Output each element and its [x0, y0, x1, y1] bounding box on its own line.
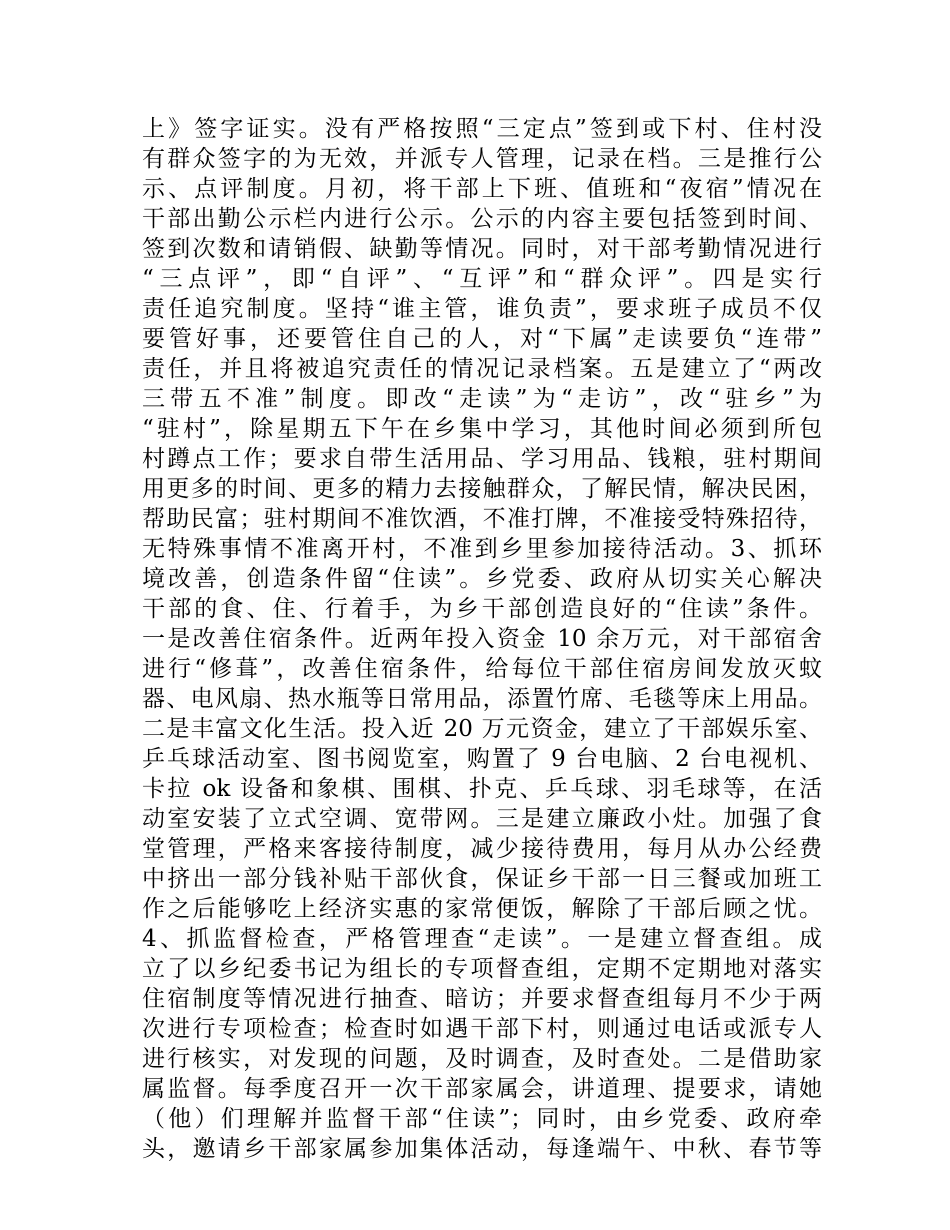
text-line: 有群众签字的为无效，并派专人管理，记录在档。三是推行公: [142, 146, 822, 172]
text-line: 住宿制度等情况进行抽查、暗访；并要求督查组每月不少于两: [142, 986, 822, 1012]
text-line: “三点评”，即“自评”、“互评”和“群众评”。四是实行: [142, 266, 822, 292]
text-line: 卡拉 ok 设备和象棋、围棋、扑克、乒乓球、羽毛球等，在活: [142, 776, 822, 802]
text-line: 次进行专项检查；检查时如遇干部下村，则通过电话或派专人: [142, 1016, 822, 1042]
text-line: 无特殊事情不准离开村，不准到乡里参加接待活动。3、抓环: [142, 536, 822, 562]
body-text: [142, 114, 822, 1164]
text-line: 头，邀请乡干部家属参加集体活动，每逢端午、中秋、春节等: [142, 1136, 822, 1162]
text-line: 示、点评制度。月初，将干部上下班、值班和“夜宿”情况在: [142, 176, 822, 202]
text-line: 责任，并且将被追究责任的情况记录档案。五是建立了“两改: [142, 356, 822, 382]
text-line: 要管好事，还要管住自己的人，对“下属”走读要负“连带”: [142, 326, 822, 352]
text-line: 立了以乡纪委书记为组长的专项督查组，定期不定期地对落实: [142, 956, 822, 982]
text-line: （他）们理解并监督干部“住读”；同时，由乡党委、政府牵: [142, 1106, 822, 1132]
text-line: 三带五不准”制度。即改“走读”为“走访”，改“驻乡”为: [142, 386, 822, 412]
text-line: 4、抓监督检查，严格管理查“走读”。一是建立督查组。成: [142, 926, 822, 952]
text-line: 器、电风扇、热水瓶等日常用品，添置竹席、毛毯等床上用品。: [142, 686, 822, 712]
text-line: “驻村”，除星期五下午在乡集中学习，其他时间必须到所包: [142, 416, 822, 442]
text-line: 干部出勤公示栏内进行公示。公示的内容主要包括签到时间、: [142, 206, 822, 232]
text-line: 干部的食、住、行着手，为乡干部创造良好的“住读”条件。: [142, 596, 822, 622]
text-line: 堂管理，严格来客接待制度，减少接待费用，每月从办公经费: [142, 836, 822, 862]
text-line: 进行“修葺”，改善住宿条件，给每位干部住宿房间发放灭蚊: [142, 656, 822, 682]
text-line: 乒乓球活动室、图书阅览室，购置了 9 台电脑、2 台电视机、: [142, 746, 822, 772]
text-line: 用更多的时间、更多的精力去接触群众，了解民情，解决民困，: [142, 476, 822, 502]
text-line: 上》签字证实。没有严格按照“三定点”签到或下村、住村没: [142, 116, 822, 142]
text-line: 进行核实，对发现的问题，及时调查，及时查处。二是借助家: [142, 1046, 822, 1072]
text-line: 作之后能够吃上经济实惠的家常便饭，解除了干部后顾之忧。: [142, 896, 822, 922]
text-line: 一是改善住宿条件。近两年投入资金 10 余万元，对干部宿舍: [142, 626, 822, 652]
text-line: 属监督。每季度召开一次干部家属会，讲道理、提要求，请她: [142, 1076, 822, 1102]
text-line: 动室安装了立式空调、宽带网。三是建立廉政小灶。加强了食: [142, 806, 822, 832]
text-line: 中挤出一部分钱补贴干部伙食，保证乡干部一日三餐或加班工: [142, 866, 822, 892]
text-line: 帮助民富；驻村期间不准饮酒，不准打牌，不准接受特殊招待，: [142, 506, 822, 532]
text-line: 境改善，创造条件留“住读”。乡党委、政府从切实关心解决: [142, 566, 822, 592]
text-line: 村蹲点工作；要求自带生活用品、学习用品、钱粮，驻村期间: [142, 446, 822, 472]
text-line: 签到次数和请销假、缺勤等情况。同时，对干部考勤情况进行: [142, 236, 822, 262]
text-line: 责任追究制度。坚持“谁主管，谁负责”，要求班子成员不仅: [142, 296, 822, 322]
text-line: 二是丰富文化生活。投入近 20 万元资金，建立了干部娱乐室、: [142, 716, 822, 742]
